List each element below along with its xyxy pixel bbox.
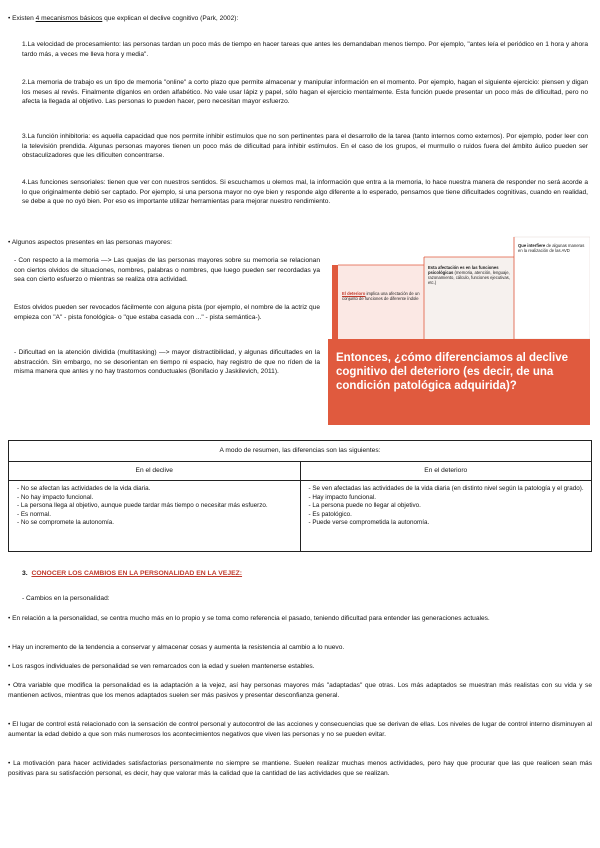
table-body-row bbox=[9, 481, 591, 551]
table-item: - Puede verse comprometida la autonomía. bbox=[308, 519, 430, 527]
paragraph-text: Los rasgos individuales de personalidad se ven remarcados con la edad y suelen mantenerse estables. bbox=[12, 663, 315, 670]
bullet-dot: • bbox=[8, 15, 13, 22]
intro-prefix: Existen bbox=[12, 15, 36, 22]
mechanism-2 bbox=[22, 78, 588, 107]
section-3-title bbox=[22, 570, 242, 577]
summary-table bbox=[8, 440, 592, 552]
bullet-dot: • bbox=[8, 663, 13, 670]
attention-text: - Dificultad en la atención dividida (multitasking) —> mayor distractibilidad, y algunas dificultades en la abstracción. Sin embargo, no se desorientan en tiempo ni espacio, hay registro de que no ríden de la misma manera que antes y no hay trastornos conductuales (Bonifacio y Jaskilevich, 2011). bbox=[14, 349, 320, 376]
bullet-dot: • bbox=[8, 760, 14, 767]
mechanism-number: 4. bbox=[22, 179, 28, 186]
level3-title: Que interfiere bbox=[518, 243, 546, 248]
attention-paragraph bbox=[14, 348, 320, 377]
paragraph-text: Hay un incremento de la tendencia a conservar y almacenar cosas y aumenta la resistencia al cambio a lo nuevo. bbox=[12, 644, 345, 651]
bullet-dot: • bbox=[8, 239, 12, 246]
bullet-dot: • bbox=[8, 682, 13, 689]
table-item: - La persona puede no llegar al objetivo. bbox=[308, 502, 421, 510]
paragraph-text: La motivación para hacer actividades satisfactorias personalmente no siempre se mantiene. Suelen realizar muchas menos actividades, pero hay que procurar que las que realicen sean más positivas para su satisfacción personal, es decir, hay que valorar más la calidad que la cantidad de las actividades que se realizan. bbox=[8, 760, 592, 777]
personality-bullet-2 bbox=[8, 643, 592, 653]
paragraph-text: El lugar de control está relacionado con la sensación de control personal y autocontrol de las acciones y consecuencias que se derivan de ellas. Los niveles de lugar de control interno disminuyen al aumentar la edad debido a que son más numerosos los acontecimientos negativos que viven las personas y no se pueden evitar. bbox=[8, 721, 592, 738]
level2-block bbox=[428, 265, 510, 285]
intro-highlight: 4 mecanismos básicos bbox=[35, 15, 103, 22]
paragraph-text: En relación a la personalidad, se centra mucho más en lo propio y se toma como referencia el pasado, teniendo dificultad para entender las generaciones actuales. bbox=[12, 615, 490, 622]
personality-bullet-3 bbox=[8, 662, 592, 672]
personality-bullet-1 bbox=[8, 614, 592, 624]
level3-text: de algunas maneras en la realización de las AVD bbox=[518, 243, 585, 253]
mechanism-text: La memoria de trabajo es un tipo de memoria "online" a corto plazo que permite almacenar y manipular información en el momento. Por ejemplo, hagan el siguiente ejercicio: piensen y digan los meses al revés. Finalmente díganlos en orden alfabético. No vale usar lápiz y papel, sólo hagan el ejercicio mentalmente. Esta función puede presentar un poco más de dificultad, pero no afecta la llegada al objetivo. Las personas lo pueden hacer, pero necesitan mayor esfuerzo. bbox=[22, 79, 588, 106]
intro-bullet bbox=[8, 14, 592, 24]
personality-bullet-4 bbox=[8, 681, 592, 700]
level2-title: Esta afectación es en las funciones psicológicas bbox=[428, 265, 499, 275]
intro-suffix: que explican el declive cognitivo (Park, 2002): bbox=[102, 15, 239, 22]
level1-block bbox=[342, 291, 420, 301]
infographic-question: Entonces, ¿cómo diferenciamos al declive cognitivo del deterioro (es decir, de una condición patológica adquirida)? bbox=[336, 352, 568, 392]
level2-text: (memoria, atención, lenguaje, razonamiento, cálculo, funciones ejecutivas, etc.) bbox=[428, 270, 510, 285]
table-item: - No se compromete la autonomía. bbox=[17, 519, 114, 527]
mechanism-3 bbox=[22, 132, 588, 161]
infographic bbox=[328, 235, 590, 425]
table-item: - No hay impacto funcional. bbox=[17, 493, 94, 501]
section-3-subtitle: - Cambios en la personalidad: bbox=[22, 595, 110, 602]
bullet-dot: • bbox=[8, 721, 13, 728]
table-header-deterioro: En el deterioro bbox=[300, 462, 592, 480]
bullet-dot: • bbox=[8, 615, 13, 622]
memory-paragraph-cont bbox=[14, 303, 320, 322]
table-item: - Es patológico. bbox=[308, 510, 352, 518]
mechanism-text: La función inhibitoria: es aquella capacidad que nos permite inhibir estímulos que no son pertinentes para el desarrollo de la tarea (tanto internos como externos). Por ejemplo, poder leer con la televisión prendida. Algunas personas mayores tienen un poco más de dificultad para inhibir estímulos. En el caso de los grupos, el murmullo o ruidos fuera del ámbito áulico pueden ser obstaculizadores que les dificulten concentrarse. bbox=[22, 133, 588, 160]
table-cell-deterioro bbox=[300, 481, 592, 551]
mechanism-text: La velocidad de procesamiento: las personas tardan un poco más de tiempo en hacer tareas que antes les demandaban menos tiempo. Por ejemplo, "antes leía el periódico en 1 hora y ahora tardo más, a veces me lleva hora y media". bbox=[22, 41, 588, 58]
personality-bullet-5 bbox=[8, 720, 592, 739]
memory-cont-text: Estos olvidos pueden ser revocados fácilmente con alguna pista (por ejemplo, el nombre de la actriz que empieza con "A" - pista fonológica- o "que estaba casada con ..." - pista semántica-). bbox=[14, 304, 320, 321]
table-item: - Se ven afectadas las actividades de la vida diaria (en distinto nivel según la patología y el grado). bbox=[308, 485, 584, 492]
table-title: A modo de resumen, las diferencias son las siguientes: bbox=[9, 441, 591, 462]
level1-text: implica una afectación de un conjunto de funciones de diferente índole bbox=[342, 291, 420, 301]
aspects-intro: Algunos aspectos presentes en las personas mayores: bbox=[11, 239, 172, 246]
mechanism-number: 2. bbox=[22, 79, 28, 86]
section-number: 3. bbox=[22, 570, 28, 577]
mechanism-text: Las funciones sensoriales: tienen que ver con nuestros sentidos. Si escuchamos u olemos mal, la información que entra a la memoria, lo hace nuestra manera de responder no será acorde a lo que originalmente debió ser captado. Por ejemplo, si una persona mayor no oye bien y responde algo diferente a lo esperado, pensamos que tiene dificultades cognitivas, cuando en realidad, se debe a que no oyó bien. Por eso es importante utilizar herramientas para mejorar nuestro rendimiento. bbox=[22, 179, 588, 206]
mechanism-number: 1. bbox=[22, 41, 28, 48]
table-header-row bbox=[9, 462, 591, 481]
paragraph-text: Otra variable que modifica la personalidad es la adaptación a la vejez, así hay personas mayores más "adaptadas" que otras. Los más adaptados se muestran más realistas con su vida y se mantienen activos, mientras que los menos adaptados suelen ser más pasivos y presentar desconfianza general. bbox=[8, 682, 592, 699]
table-item: - No se afectan las actividades de la vida diaria. bbox=[17, 485, 151, 492]
bullet-dot: • bbox=[8, 644, 13, 651]
table-item: - Hay impacto funcional. bbox=[308, 493, 377, 501]
mechanism-4 bbox=[22, 178, 588, 207]
memory-text: - Con respecto a la memoria —> Las quejas de las personas mayores sobre su memoria se relacionan con ciertos olvidos de situaciones, nombres, palabras o nombres, que luego pueden ser recordadas ya sea con cierto esfuerzo o mientras se realiza otra actividad. bbox=[14, 257, 320, 284]
table-cell-declive bbox=[9, 481, 300, 551]
section-heading: CONOCER LOS CAMBIOS EN LA PERSONALIDAD EN LA VEJEZ: bbox=[31, 570, 243, 577]
memory-paragraph bbox=[14, 256, 320, 285]
aspects-bullet bbox=[8, 238, 308, 248]
personality-bullet-6 bbox=[8, 759, 592, 778]
level1-title: El deterioro bbox=[342, 291, 366, 296]
mechanism-number: 3. bbox=[22, 133, 28, 140]
table-item: - La persona llega al objetivo, aunque puede tardar más tiempo o necesitar más esfuerzo. bbox=[17, 502, 268, 510]
mechanism-1 bbox=[22, 40, 588, 59]
level3-block bbox=[518, 243, 588, 253]
table-item: - Es normal. bbox=[17, 510, 51, 518]
table-header-declive: En el declive bbox=[135, 467, 173, 474]
